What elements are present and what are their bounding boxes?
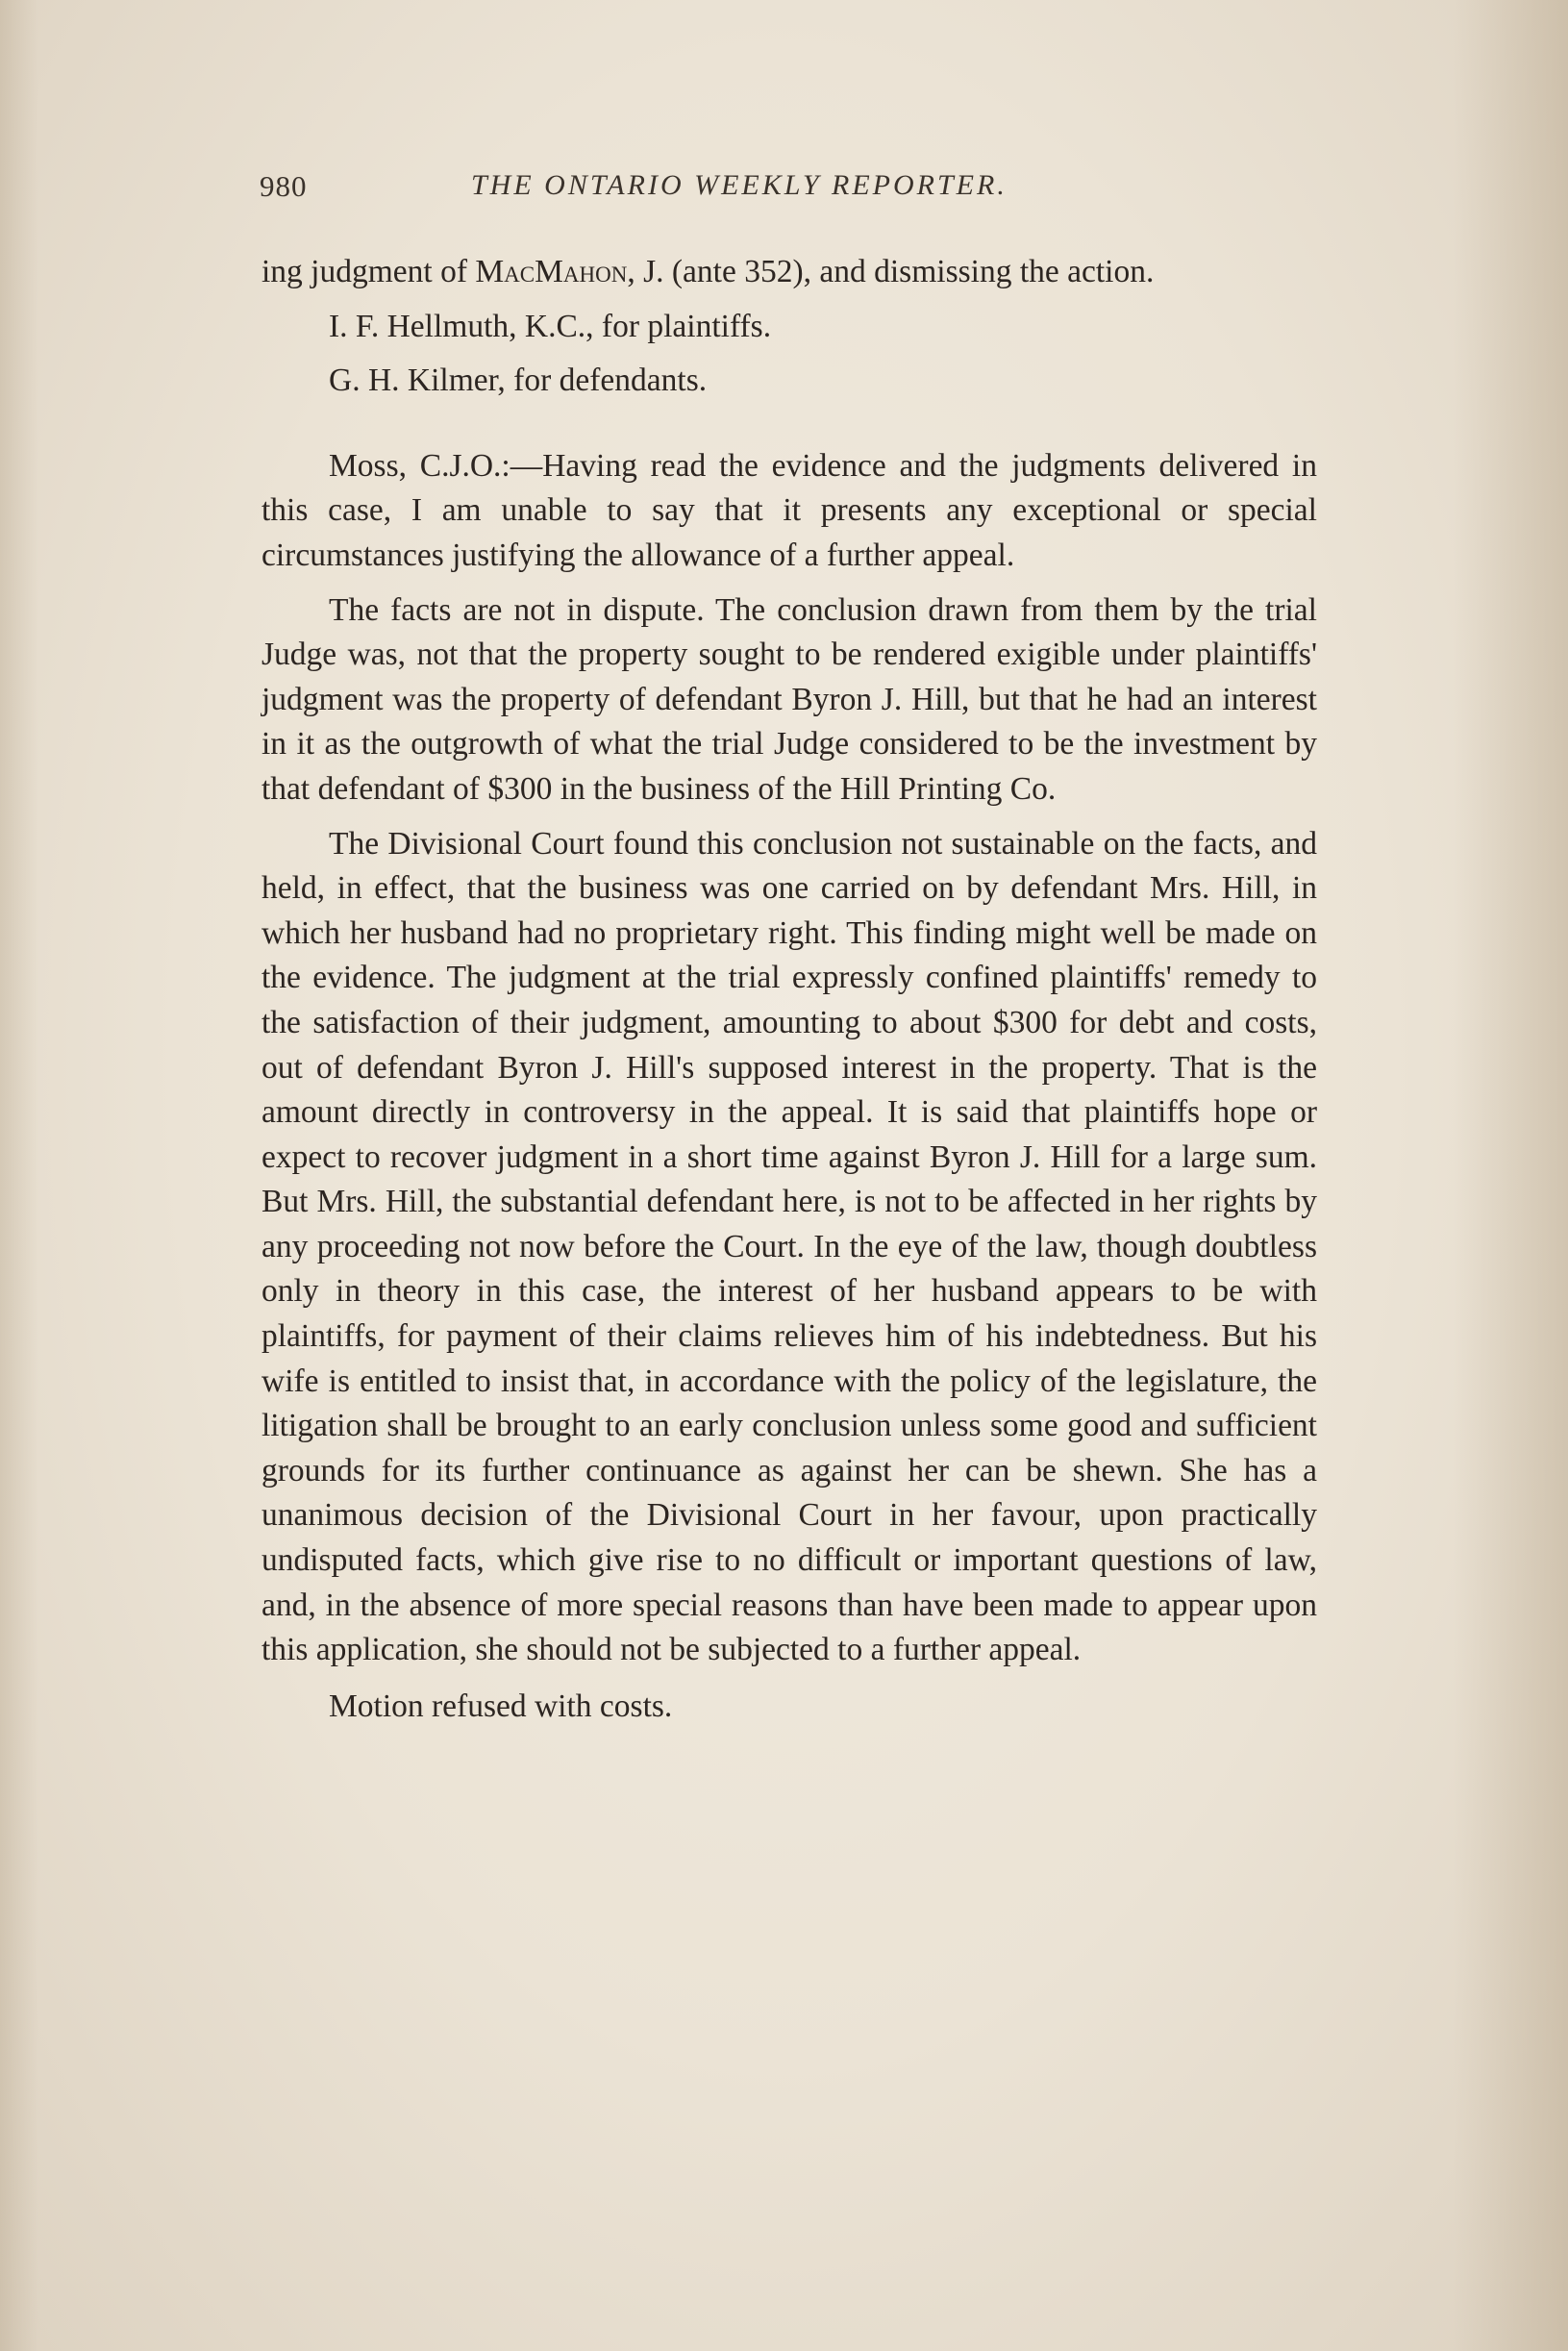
facts-paragraph: The facts are not in dispute. The conclusion drawn from them by the trial Judge was, not that the property sought to be rendered exigible under plaintiffs' judgment was the property of defendant Byron J. Hill, but that he had an interest in it as the outgrowth of what the trial Judge considered to be the investment by that defendant of $300 in the business of the Hill Printing Co. [261,591,1317,807]
disposition: Motion refused with costs. [329,1688,673,1724]
judge-name: MacMahon [475,254,628,289]
counsel-plaintiffs: I. F. Hellmuth, K.C., for plaintiffs. [329,308,772,344]
judgment-opening-paragraph: Moss, C.J.O.:—Having read the evidence and the judgments delivered in this case, I am unable to say that it presents any exceptional or special circumstances justifying the allowance of a further appeal. [261,447,1317,573]
page-number: 980 [260,169,308,203]
report-body [261,250,1317,1729]
divisional-court-paragraph: The Divisional Court found this conclusion not sustainable on the facts, and held, in effect, that the business was one carried on by defendant Mrs. Hill, in which her husband had no proprietary right. This finding might well be made on the evidence. The judgment at the trial expressly confined plaintiffs' remedy to the satisfaction of their judgment, amounting to about $300 for debt and costs, out of defendant Byron J. Hill's supposed interest in the property. That is the amount directly in controversy in the appeal. It is said that plaintiffs hope or expect to recover judgment in a short time against Byron J. Hill for a large sum. But Mrs. Hill, the substantial defendant here, is not to be affected in her rights by any proceeding not now before the Court. In the eye of the law, though doubtless only in theory in this case, the interest of her husband appears to be with plaintiffs, for payment of their claims relieves him of his indebtedness. But his wife is entitled to insist that, in accordance with the policy of the legislature, the litigation shall be brought to an early conclusion unless some good and sufficient grounds for its further continuance as against her can be shewn. She has a unanimous decision of the Divisional Court in her favour, upon practically undisputed facts, which give rise to no difficult or important questions of law, and, in the absence of more special reasons than have been made to appear upon this application, she should not be subjected to a further appeal. [261,825,1317,1668]
continued-text-start: ing judgment of [261,254,476,289]
continued-text-end: , J. (ante 352), and dismissing the action. [627,254,1155,289]
page-header [260,169,1317,212]
running-head: THE ONTARIO WEEKLY REPORTER. [471,169,1008,201]
continued-paragraph [261,250,1317,295]
counsel-defendants: G. H. Kilmer, for defendants. [329,363,708,399]
